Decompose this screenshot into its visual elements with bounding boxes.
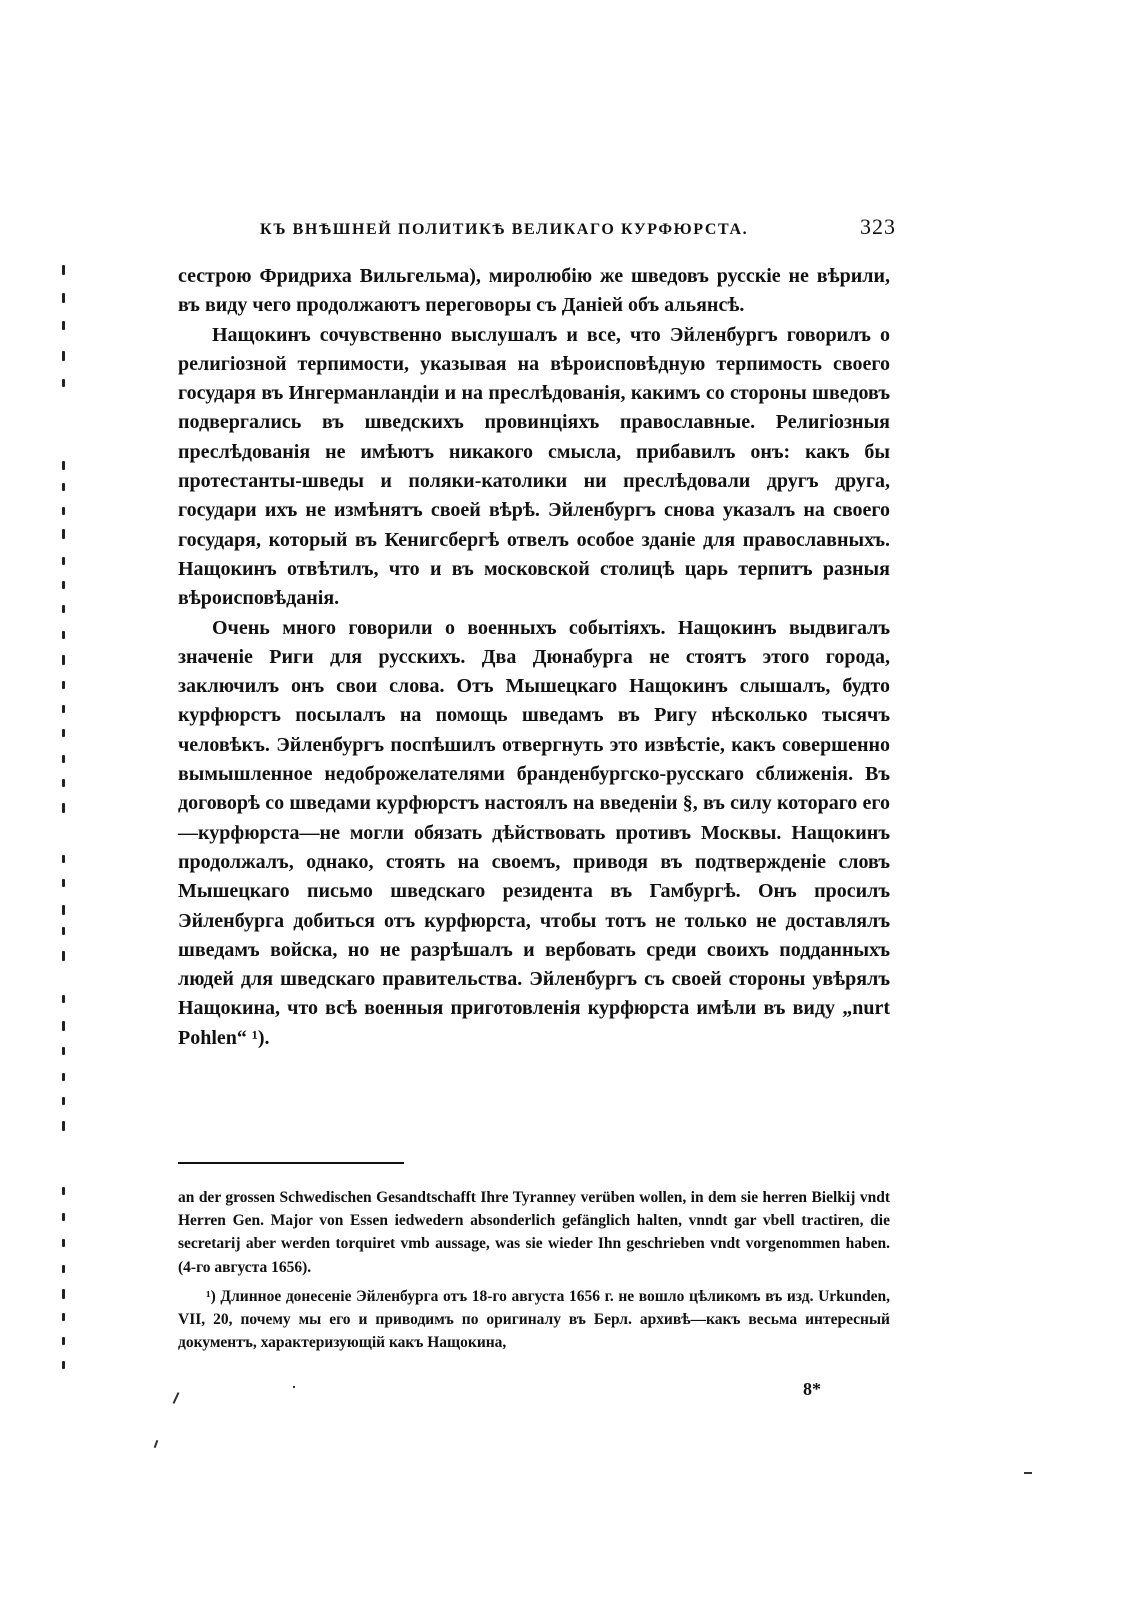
main-text: [178, 262, 890, 1053]
page-header: [170, 214, 896, 240]
paragraph-religion: Нащокинъ сочувственно выслушалъ и все, что Эйленбургъ говорилъ о религіозной терпимости, указывая на вѣроисповѣдную терпимость своего государя въ Ингерманландіи и на преслѣдованія, какимъ со стороны шведовъ подвергались въ шведскихъ провинціяхъ православные. Религіозныя преслѣдованія не имѣютъ никакого смысла, прибавилъ онъ: какъ бы протестанты-шведы и поляки-католики ни преслѣдовали другъ друга, государи ихъ не измѣнятъ своей вѣрѣ. Эйленбургъ снова указалъ на своего государя, который въ Кенигсбергѣ отвелъ особое зданіе для православныхъ. Нащокинъ отвѣтилъ, что и въ московской столицѣ царь терпитъ разныя вѣроисповѣданія.: [178, 323, 890, 610]
footnotes: [178, 1186, 890, 1354]
footnote-divider: [178, 1162, 404, 1164]
signature-mark: 8*: [803, 1379, 821, 1399]
page-number: 323: [860, 214, 896, 239]
running-title: КЪ ВНѢШНЕЙ ПОЛИТИКѢ ВЕЛИКАГО КУРФЮРСТА.: [260, 221, 749, 238]
margin-scan-marks: [58, 255, 70, 1375]
paragraph-continuation: сестрою Фридриха Вильгельма), миролюбію же шведовъ русскіе не вѣрили, въ виду чего продолжаютъ переговоры съ Даніей объ альянсѣ.: [178, 265, 890, 317]
footnote-continuation: an der grossen Schwedischen Gesandtschafft Ihre Tyranney verüben wollen, in dem sie herren Bielkij vndt Herren Gen. Major von Essen iedwedern absonderlich gefänglich halten, vnndt gar vbell tractiren, die secretarij aber werden torquiret vmb aussage, was sie wieder Ihn geschrieben vndt vorgenommen haben. (4-го августа 1656).: [178, 1189, 890, 1276]
paragraph-military: Очень много говорили о военныхъ событіяхъ. Нащокинъ выдвигалъ значеніе Риги для русскихъ. Два Дюнабурга не стоятъ этого города, заключилъ онъ свои слова. Отъ Мышецкаго Нащокинъ слышалъ, будто курфюрстъ посылалъ на помощь шведамъ въ Ригу нѣсколько тысячъ человѣкъ. Эйленбургъ поспѣшилъ отвергнуть это извѣстіе, какъ совершенно вымышленное недоброжелателями бранденбургско-русскаго сближенія. Въ договорѣ со шведами курфюрстъ настоялъ на введеніи §, въ силу котораго его—курфюрста—не могли обязать дѣйствовать противъ Москвы. Нащокинъ продолжалъ, однако, стоять на своемъ, приводя въ подтвержденіе словъ Мышецкаго письмо шведскаго резидента въ Гамбургѣ. Онъ просилъ Эйленбурга добиться отъ курфюрста, чтобы тотъ не только не доставлялъ шведамъ войска, но не разрѣшалъ и вербовать среди своихъ подданныхъ людей для шведскаго правительства. Эйленбургъ съ своей стороны увѣрялъ Нащокина, что всѣ военныя приготовленія курфюрста имѣли въ виду „nurt Pohlen“ ¹).: [178, 616, 890, 1049]
footnote-1: ¹) Длинное донесеніе Эйленбурга отъ 18-го августа 1656 г. не вошло цѣликомъ въ изд. Urkunden, VII, 20, почему мы его и приводимъ по оригиналу въ Берл. архивѣ—какъ весьма интересный документъ, характеризующій какъ Нащокина,: [178, 1287, 890, 1352]
